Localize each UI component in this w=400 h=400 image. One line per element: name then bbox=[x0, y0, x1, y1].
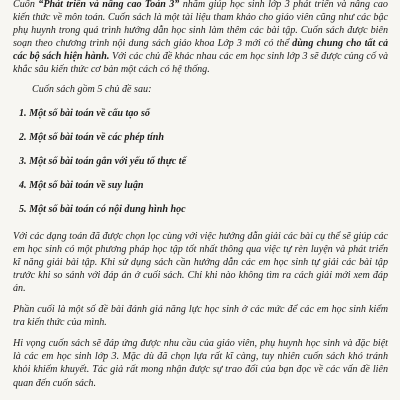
topics-list bbox=[13, 107, 388, 227]
method-paragraph: Với các dạng toán đã được chọn lọc cùng với việc hướng dẫn giải các bài cụ thể sẽ giúp các em học sinh có một phương pháp học tập tốt nhất thông qua việc tự rèn luyện và phát triển kĩ năng giải bài tập. Khi sử dụng sách cần hướng dẫn các em học sinh tự giải các bài tập trước khi so sánh với đáp án ở cuối sách. Chỉ khi nào không tìm ra cách giải mới xem đáp án. bbox=[13, 230, 388, 294]
topic-item: 4. Một số bài toán về suy luận bbox=[19, 179, 144, 191]
topic-item: 5. Một số bài toán có nội dung hình học bbox=[19, 203, 186, 215]
topics-lead: Cuốn sách gồm 5 chủ đề sau: bbox=[32, 83, 152, 95]
topic-item: 3. Một số bài toán gắn với yếu tố thực tế bbox=[19, 155, 187, 167]
intro-emphasis: dùng chung cho tất cả các bộ sách hiện hành. bbox=[13, 38, 388, 63]
intro-paragraph bbox=[13, 0, 388, 77]
intro-text-middle: nhằm giúp học sinh lớp 3 phát triển và nâng cao kiến thức về môn toán. Cuốn sách là một tài liệu tham khảo cho giáo viên cũng như các bậc phụ huynh trong quá trình hướng dẫn học sinh làm thêm các bài tập. Cuốn sách được biên soạn theo chương trình nội dung sách giáo khoa Lớp 3 mới có thể bbox=[13, 0, 388, 50]
closing-paragraph: Hi vọng cuốn sách sẽ đáp ứng được nhu cầu của giáo viên, phụ huynh học sinh và đặc biệt là các em học sinh lớp 3. Mặc dù đã chọn lựa rất kĩ càng, tuy nhiên cuốn sách khó tránh khỏi khiếm khuyết. Tác giả rất mong nhận được sự trao đổi của bạn đọc về các vấn đề liên quan đến cuốn sách. bbox=[13, 338, 388, 389]
topic-item: 2. Một số bài toán về các phép tính bbox=[19, 131, 164, 143]
intro-text-end: Với các chủ đề khác nhau các em học sinh lớp 3 sẽ được củng cố và khắc sâu kiến thức cơ bản một cách có hệ thống. bbox=[13, 51, 388, 76]
intro-text-start: Cuốn bbox=[13, 0, 39, 10]
topic-item: 1. Một số bài toán về cấu tạo số bbox=[19, 107, 150, 119]
book-title: “Phát triển và nâng cao Toán 3” bbox=[38, 0, 180, 10]
assessment-paragraph: Phần cuối là một số đề bài đánh giá năng lực học sinh ở các mức để các em học sinh kiểm tra kiến thức của mình. bbox=[13, 304, 388, 329]
